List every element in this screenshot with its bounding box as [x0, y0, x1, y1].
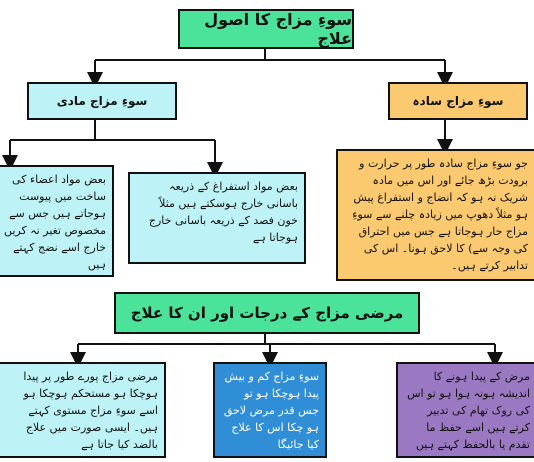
right-child-text: جو سوءِ مزاج سادہ طور پر حرارت و برودت بڑھ جائے اور اس میں مادہ شریک نہ ہو کہ انضاج و استفراغ پیش ہو مثلاً دھوپ میں زیادہ چلنے سے سوءِ مزاج حار ہوجاتا ہے جس میں احتراق کی وجہ سے) کا لاحق ہونا۔ اس کی تدابیر کرتے ہیں۔	[352, 157, 528, 273]
right-branch-title: سوءِ مزاج سادہ	[412, 94, 504, 108]
bottom-left-text: مرضی مزاج پورے طور پر پیدا ہوچکا ہو مستحکم ہوچکا ہو اسے سوءِ مزاج مستوی کہتے ہیں۔ ایسی صورت میں علاج بالضد کیا جاتا ہے	[23, 370, 158, 452]
left-child-2-box	[128, 172, 306, 264]
left-child-1-box	[0, 165, 114, 277]
left-child-2-text: بعض مواد استفراغ کے ذریعہ باسانی خارج ہوسکتے ہیں مثلاً خون فصد کے ذریعہ باسانی خارج ہوجاتا ہے	[148, 180, 298, 245]
bottom-right-box	[396, 362, 534, 458]
left-branch-box	[27, 82, 177, 120]
top-title-box	[178, 9, 354, 49]
top-title: سوءِ مزاج کا اصول علاج	[204, 10, 352, 48]
bottom-right-text: مرض کے پیدا ہونے کا اندیشہ ہونہ ہوا ہو تو اس کی روک تھام کی تدبیر کرتے ہیں اسے حفظ ما تقدم یا بالحفظ کہتے ہیں	[407, 370, 530, 452]
bottom-mid-text: سوءِ مزاج کم و بیش پیدا ہوچکا ہو تو جس قدر مرض لاحق ہو چکا اس کا علاج کیا جائیگا	[223, 370, 319, 452]
bottom-mid-box	[213, 362, 327, 458]
right-child-box	[336, 149, 534, 281]
right-branch-box	[388, 82, 528, 120]
middle-title-box	[114, 292, 420, 334]
middle-title: مرضی مزاج کے درجات اور ان کا علاج	[130, 304, 404, 322]
bottom-left-box	[0, 362, 166, 458]
left-child-1-text: بعض مواد اعضاء کی ساخت میں پیوست ہوجاتے ہیں جس سے مخصوص تغیر نہ کریں خارج اسے نضج کہتے ہیں	[3, 173, 106, 272]
left-branch-title: سوءِ مزاج مادی	[56, 94, 148, 108]
